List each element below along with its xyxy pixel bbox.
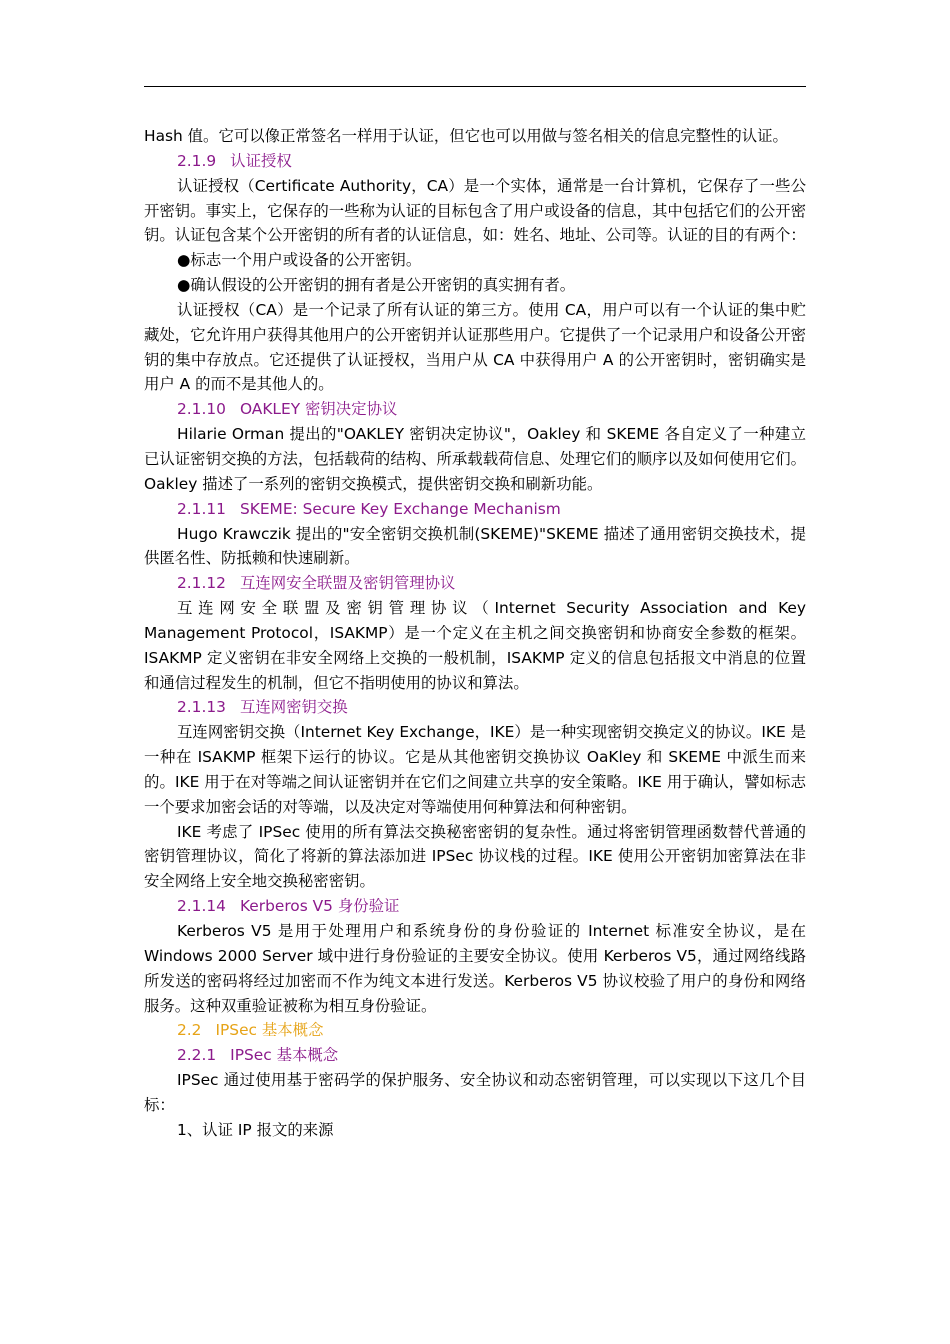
heading-2-2 [144, 1018, 806, 1043]
heading-number: 2.2 [177, 1021, 202, 1040]
heading-number: 2.1.13 [177, 698, 226, 717]
document-body [144, 124, 806, 1143]
heading-title: OAKLEY 密钥决定协议 [239, 400, 398, 419]
heading-title: IPSec 基本概念 [215, 1021, 324, 1040]
heading-2-1-9 [144, 149, 806, 174]
heading-number: 2.1.10 [177, 400, 226, 419]
heading-2-1-12 [144, 571, 806, 596]
paragraph-hash-continuation: Hash 值。它可以像正常签名一样用于认证，但它也可以用做与签名相关的信息完整性的认证。 [144, 127, 788, 145]
heading-2-1-11 [144, 497, 806, 522]
heading-2-1-10 [144, 397, 806, 422]
paragraph-skeme: Hugo Krawczik 提出的"安全密钥交换机制(SKEME)"SKEME 描述了通用密钥交换技术，提供匿名性、防抵赖和快速刷新。 [144, 524, 806, 568]
header-rule [144, 86, 806, 87]
paragraph-ca-definition: 认证授权（Certificate Authority，CA）是一个实体，通常是一台计算机，它保存了一些公开密钥。事实上，它保存的一些称为认证的目标包含了用户或设备的信息，其中包括它们的公开密钥。认证包含某个公开密钥的所有者的认证信息，如：姓名、地址、公司等。认证的目的有两个： [144, 176, 806, 245]
paragraph-ca-third-party: 认证授权（CA）是一个记录了所有认证的第三方。使用 CA，用户可以有一个认证的集中贮藏处，它允许用户获得其他用户的公开密钥并认证那些用户。它提供了一个记录用户和设备公开密钥的集中存放点。它还提供了认证授权，当用户从 CA 中获得用户 A 的公开密钥时，密钥确实是用户 A 的而不是其他人的。 [144, 300, 806, 394]
heading-2-1-13 [144, 695, 806, 720]
paragraph-ipsec-goals: IPSec 通过使用基于密码学的保护服务、安全协议和动态密钥管理，可以实现以下这几个目标： [144, 1071, 806, 1114]
paragraph-kerberos: Kerberos V5 是用于处理用户和系统身份的身份验证的 Internet 标准安全协议，是在 Windows 2000 Server 域中进行身份验证的主要安全协议。使用 Kerberos V5，通过网络线路所发送的密码将经过加密而不作为纯文本进行发送。Kerberos V5 协议校验了用户的身份和网络服务。这种双重验证被称为相互身份验证。 [144, 922, 806, 1015]
paragraph-oakley: Hilarie Orman 提出的"OAKLEY 密钥决定协议"，Oakley 和 SKEME 各自定义了一种建立已认证密钥交换的方法，包括载荷的结构、所承载载荷信息、处理它们的顺序以及如何使用它们。Oakley 描述了一系列的密钥交换模式，提供密钥交换和刷新功能。 [144, 425, 806, 493]
paragraph-isakmp: Management Protocol，ISAKMP）是一个定义在主机之间交换密钥和协商安全参数的框架。ISAKMP 定义密钥在非安全网络上交换的一般机制，ISAKMP 定义的信息包括报文中消息的位置和通信过程发生的机制，但它不指明使用的协议和算法。 [144, 623, 806, 692]
heading-number: 2.1.9 [177, 151, 217, 170]
list-item: 1、认证 IP 报文的来源 [177, 1120, 334, 1139]
heading-number: 2.2.1 [177, 1046, 217, 1065]
paragraph-isakmp-first-line: 互连网安全联盟及密钥管理协议（Internet Security Association and Key [177, 599, 806, 618]
heading-title: IPSec 基本概念 [230, 1046, 339, 1065]
heading-2-1-14 [144, 894, 806, 919]
bullet-item: ●标志一个用户或设备的公开密钥。 [177, 251, 422, 270]
heading-number: 2.1.12 [177, 574, 226, 593]
bullet-item: ●确认假设的公开密钥的拥有者是公开密钥的真实拥有者。 [177, 276, 576, 295]
heading-title: Kerberos V5 身份验证 [239, 897, 400, 916]
heading-title: 互连网安全联盟及密钥管理协议 [239, 574, 456, 593]
heading-2-2-1 [144, 1043, 806, 1068]
heading-title: 互连网密钥交换 [239, 698, 348, 717]
heading-title: SKEME: Secure Key Exchange Mechanism [239, 499, 561, 518]
heading-number: 2.1.11 [177, 499, 226, 518]
paragraph-ike-definition: 互连网密钥交换（Internet Key Exchange，IKE）是一种实现密钥交换定义的协议。IKE 是一种在 ISAKMP 框架下运行的协议。它是从其他密钥交换协议 OaKley 和 SKEME 中派生而来的。IKE 用于在对等端之间认证密钥并在它们之间建立共享的安全策略。IKE 用于确认，譬如标志一个要求加密会话的对等端，以及决定对等端使用何种算法和何种密钥。 [144, 723, 806, 816]
heading-title: 认证授权 [230, 151, 292, 170]
heading-number: 2.1.14 [177, 897, 226, 916]
paragraph-ike-complexity: IKE 考虑了 IPSec 使用的所有算法交换秘密密钥的复杂性。通过将密钥管理函数替代普通的密钥管理协议，简化了将新的算法添加进 IPSec 协议栈的过程。IKE 使用公开密钥加密算法在非安全网络上安全地交换秘密密钥。 [144, 822, 806, 891]
